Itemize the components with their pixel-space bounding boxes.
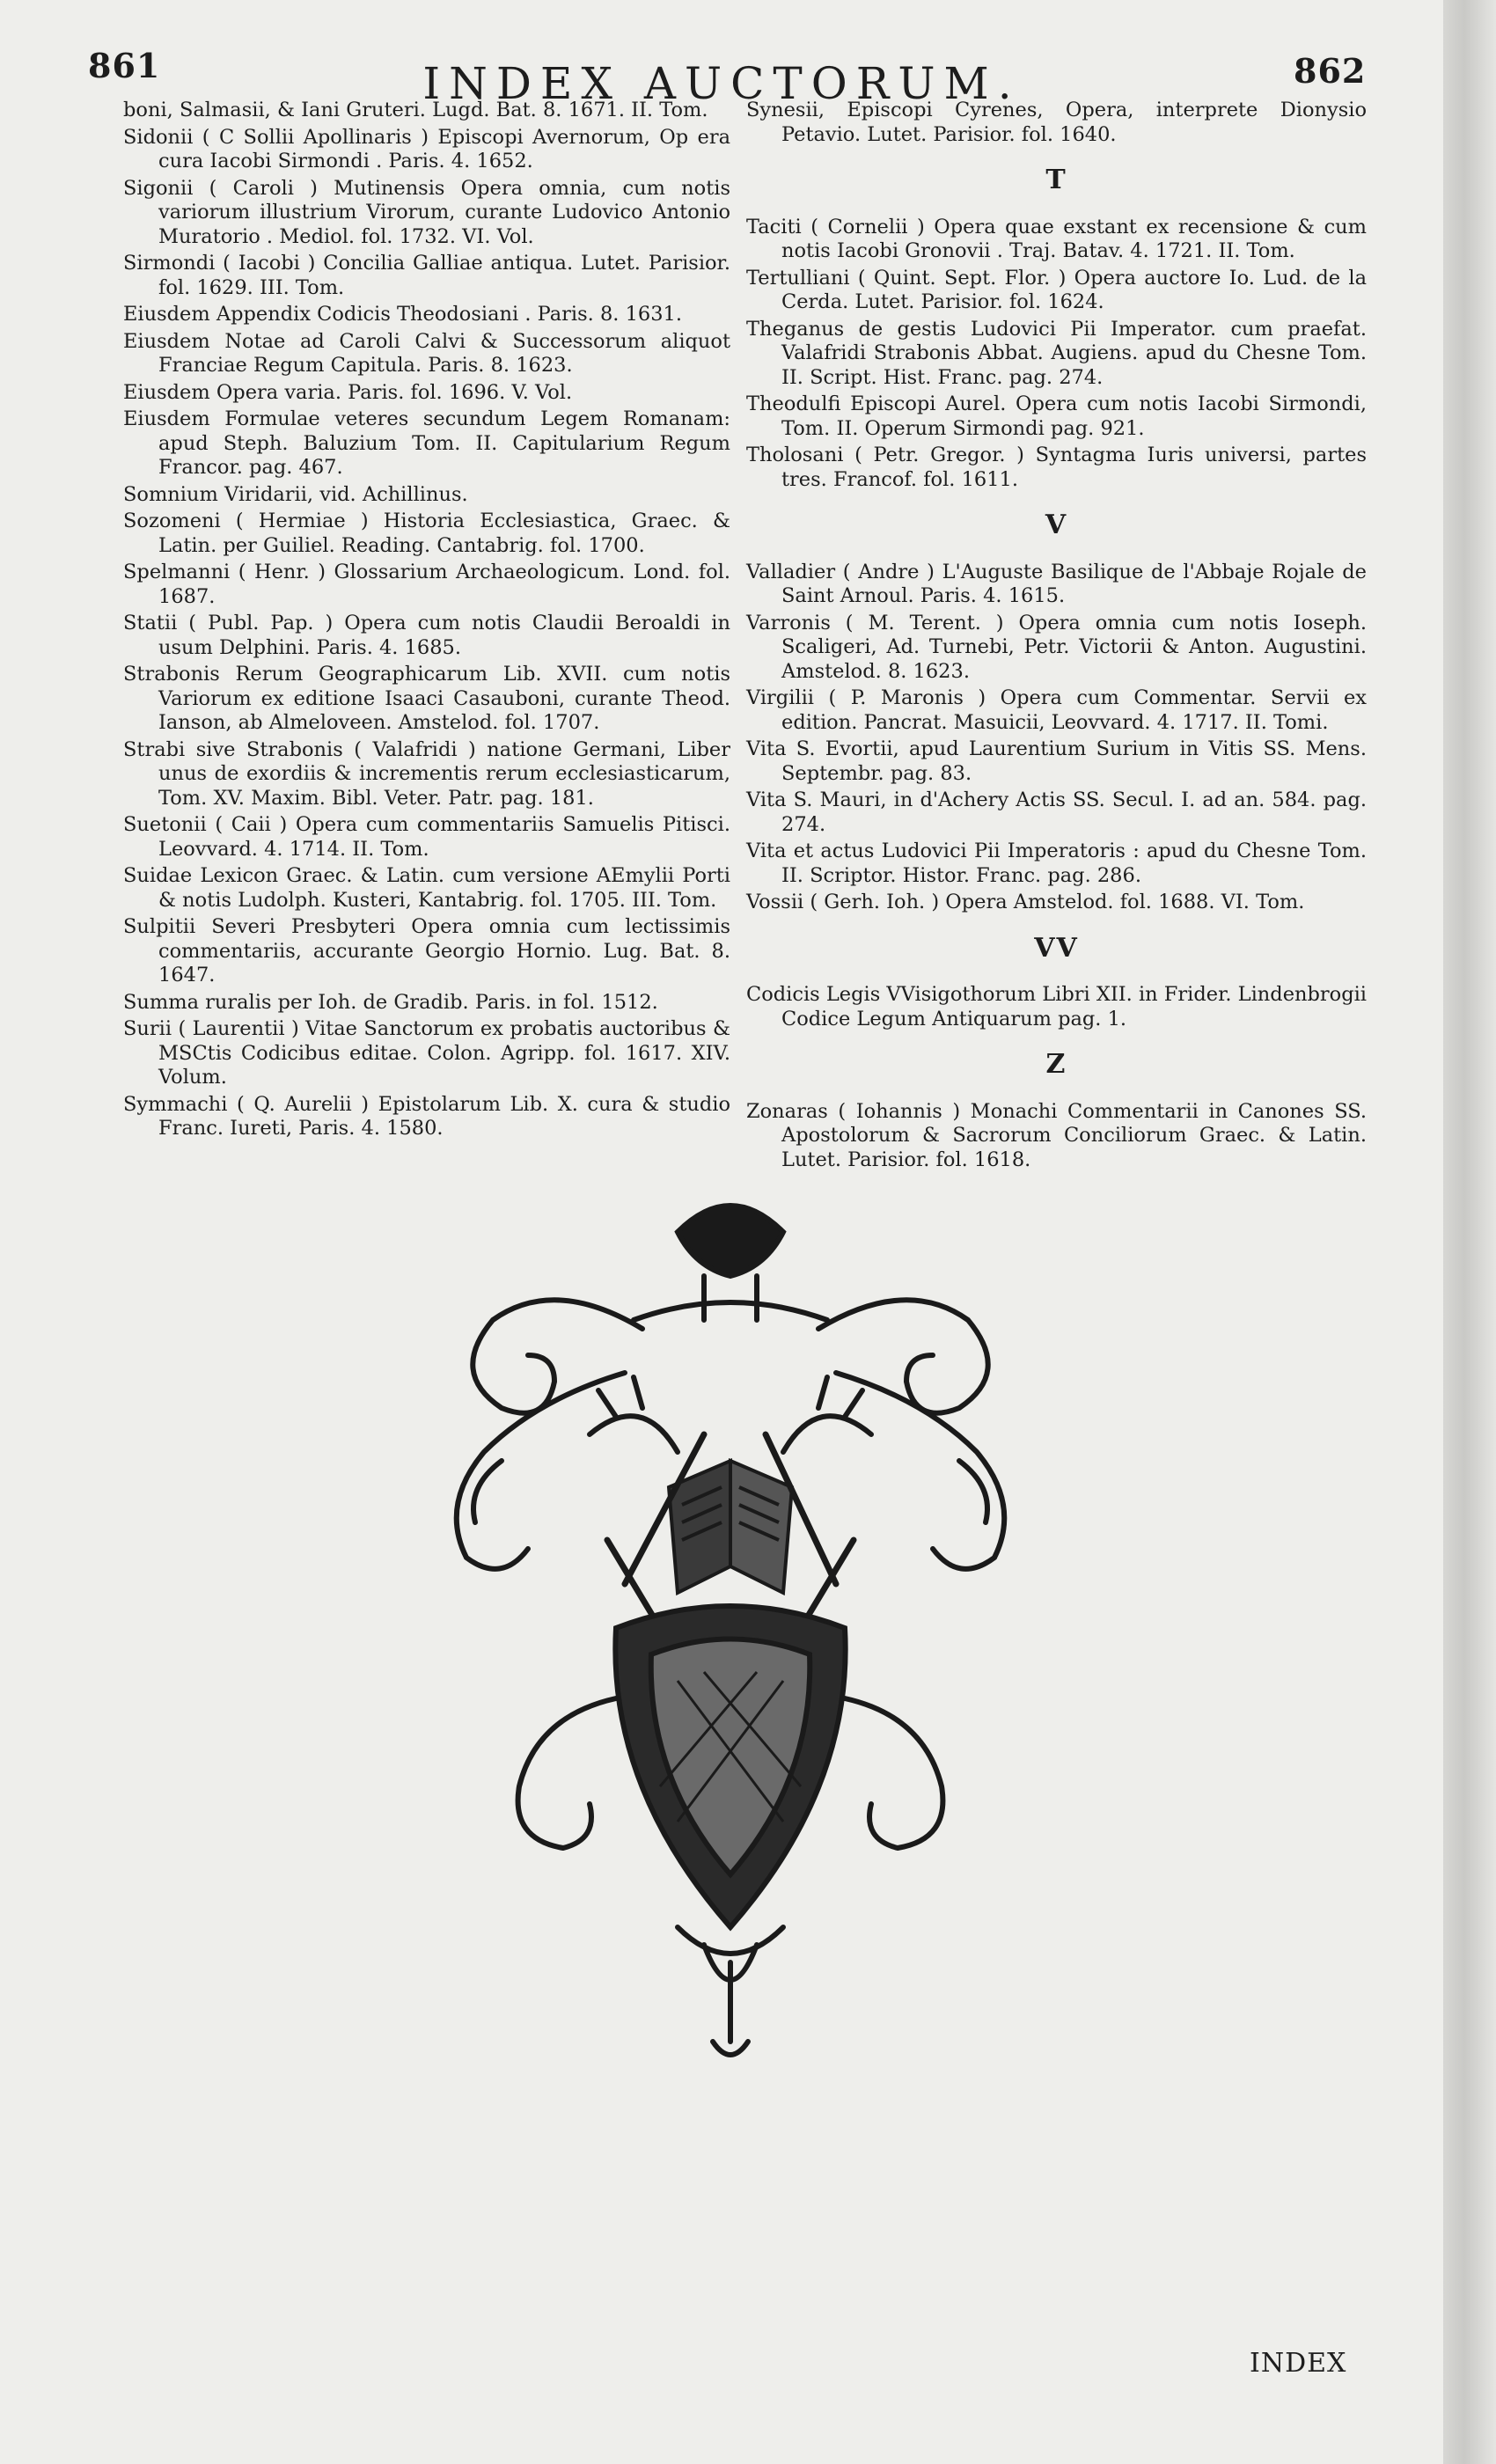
index-entry: Vita S. Mauri, in d'Achery Actis SS. Secul. I. ad an. 584. pag. 274. <box>746 788 1367 836</box>
index-entry: Tertulliani ( Quint. Sept. Flor. ) Opera auctore Io. Lud. de la Cerda. Lutet. Parisior. fol. 1624. <box>746 266 1367 313</box>
page-edge <box>1443 0 1496 2464</box>
section-letter-vv: VV <box>1034 932 1079 964</box>
index-entry: boni, Salmasii, & Iani Gruteri. Lugd. Bat. 8. 1671. II. Tom. <box>123 99 708 121</box>
index-entry: Synesii, Episcopi Cyrenes, Opera, interprete Dionysio Petavio. Lutet. Parisior. fol. 1640. <box>746 99 1367 146</box>
catchword: INDEX <box>1250 2348 1347 2379</box>
index-entry: Statii ( Publ. Pap. ) Opera cum notis Claudii Beroaldi in usum Delphini. Paris. 4. 1685. <box>123 612 730 659</box>
index-entry: Surii ( Laurentii ) Vitae Sanctorum ex probatis auctoribus & MSCtis Codicibus editae. Colon. Agripp. fol. 1617. XIV. Volum. <box>123 1017 730 1089</box>
section-letter-t: T <box>1045 165 1067 195</box>
index-entry: Eiusdem Notae ad Caroli Calvi & Successorum aliquot Franciae Regum Capitula. Paris. 8. 1623. <box>123 329 730 377</box>
index-entry: Theodulfi Episcopi Aurel. Opera cum notis Iacobi Sirmondi, Tom. II. Operum Sirmondi pag. 921. <box>746 392 1367 440</box>
running-title: INDEX AUCTORUM. <box>422 58 1021 109</box>
right-column <box>746 99 1367 1175</box>
index-entry: Zonaras ( Iohannis ) Monachi Commentarii in Canones SS. Apostolorum & Sacrorum Conciliorum Graec. & Latin. Lutet. Parisior. fol. 1618. <box>746 1099 1367 1171</box>
page-number-right: 862 <box>1294 51 1367 91</box>
index-entry: Suetonii ( Caii ) Opera cum commentariis Samuelis Pitisci. Leovvard. 4. 1714. II. Tom. <box>123 813 730 861</box>
index-entry: Eiusdem Formulae veteres secundum Legem Romanam: apud Steph. Baluzium Tom. II. Capitularium Regum Francor. pag. 467. <box>123 407 730 479</box>
index-entry: Sidonii ( C Sollii Apollinaris ) Episcopi Avernorum, Op era cura Iacobi Sirmondi . Paris. 4. 1652. <box>123 125 730 172</box>
index-entry: Strabonis Rerum Geographicarum Lib. XVII. cum notis Variorum ex editione Isaaci Casauboni, curante Theod. Ianson, ab Almeloveen. Amstelod. fol. 1707. <box>123 663 730 734</box>
index-entry: Somnium Viridarii, vid. Achillinus. <box>123 482 468 506</box>
section-letter-v: V <box>1045 510 1068 540</box>
index-entry: Sigonii ( Caroli ) Mutinensis Opera omnia, cum notis variorum illustrium Virorum, curante Ludovico Antonio Muratorio . Mediol. fol. 1732. VI. Vol. <box>123 176 730 248</box>
section-letter-z: Z <box>1045 1049 1067 1080</box>
index-entry: Vossii ( Gerh. Ioh. ) Opera Amstelod. fol. 1688. VI. Tom. <box>746 891 1305 913</box>
left-column <box>123 99 730 1144</box>
index-entry: Sulpitii Severi Presbyteri Opera omnia cum lectissimis commentariis, accurante Georgio Hornio. Lug. Bat. 8. 1647. <box>123 915 730 986</box>
index-entry: Summa ruralis per Ioh. de Gradib. Paris. in fol. 1512. <box>123 990 658 1014</box>
index-entry: Sozomeni ( Hermiae ) Historia Ecclesiastica, Graec. & Latin. per Guiliel. Reading. Cantabrig. fol. 1700. <box>123 510 730 557</box>
index-entry: Varronis ( M. Terent. ) Opera omnia cum notis Ioseph. Scaligeri, Ad. Turnebi, Petr. Victorii & Anton. Augustini. Amstelod. 8. 1623. <box>746 611 1367 683</box>
index-entry: Valladier ( Andre ) L'Auguste Basilique de l'Abbaje Rojale de Saint Arnoul. Paris. 4. 1615. <box>746 560 1367 607</box>
index-entry: Theganus de gestis Ludovici Pii Imperator. cum praefat. Valafridi Strabonis Abbat. Augiens. apud du Chesne Tom. II. Script. Hist. Franc. pag. 274. <box>746 317 1367 389</box>
index-entry: Vita S. Evortii, apud Laurentium Surium in Vitis SS. Mens. Septembr. pag. 83. <box>746 737 1367 785</box>
index-entry: Eiusdem Appendix Codicis Theodosiani . Paris. 8. 1631. <box>123 303 683 326</box>
index-entry: Symmachi ( Q. Aurelii ) Epistolarum Lib. X. cura & studio Franc. Iureti, Paris. 4. 1580. <box>123 1092 730 1140</box>
index-entry: Virgilii ( P. Maronis ) Opera cum Commentar. Servii ex edition. Pancrat. Masuicii, Leovvard. 4. 1717. II. Tomi. <box>746 686 1367 734</box>
index-entry: Spelmanni ( Henr. ) Glossarium Archaeologicum. Lond. fol. 1687. <box>123 561 730 608</box>
index-entry: Eiusdem Opera varia. Paris. fol. 1696. V. Vol. <box>123 380 573 404</box>
index-entry: Vita et actus Ludovici Pii Imperatoris : apud du Chesne Tom. II. Scriptor. Histor. Franc. pag. 286. <box>746 840 1367 887</box>
index-entry: Suidae Lexicon Graec. & Latin. cum versione AEmylii Porti & notis Ludolph. Kusteri, Kantabrig. fol. 1705. III. Tom. <box>123 864 730 912</box>
index-entry: Sirmondi ( Iacobi ) Concilia Galliae antiqua. Lutet. Parisior. fol. 1629. III. Tom. <box>123 252 730 299</box>
baroque-cartouche-ornament-icon <box>414 1170 1047 2086</box>
index-entry: Codicis Legis VVisigothorum Libri XII. in Frider. Lindenbrogii Codice Legum Antiquarum pag. 1. <box>746 983 1368 1030</box>
index-entry: Strabi sive Strabonis ( Valafridi ) natione Germani, Liber unus de exordiis & incrementis rerum ecclesiasticarum, Tom. XV. Maxim. Bibl. Veter. Patr. pag. 181. <box>123 737 730 810</box>
index-entry: Tholosani ( Petr. Gregor. ) Syntagma Iuris universi, partes tres. Francof. fol. 1611. <box>746 444 1367 491</box>
page-number-left: 861 <box>88 46 161 85</box>
index-entry: Taciti ( Cornelii ) Opera quae exstant ex recensione & cum notis Iacobi Gronovii . Traj. Batav. 4. 1721. II. Tom. <box>746 215 1367 262</box>
